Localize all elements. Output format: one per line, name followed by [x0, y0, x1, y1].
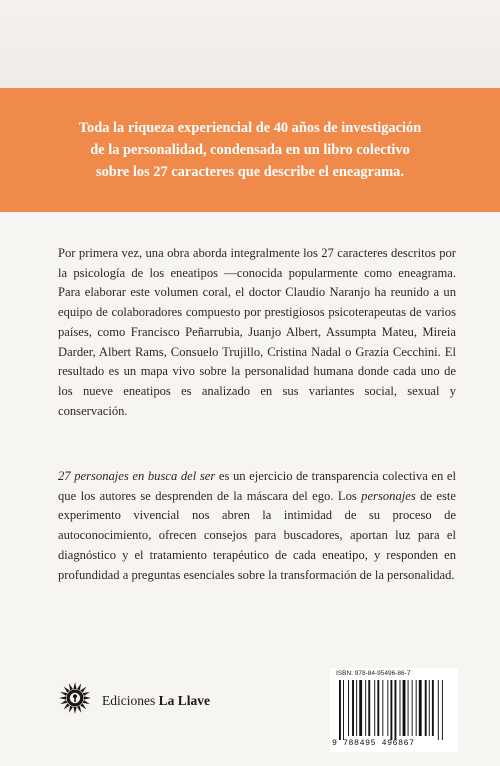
tagline-banner: [0, 88, 500, 212]
barcode-bar: [356, 680, 357, 736]
publisher-brand: La Llave: [158, 692, 211, 708]
barcode-bar: [419, 680, 422, 736]
barcode-bar: [395, 680, 397, 740]
description-paragraph-2: [58, 467, 456, 585]
barcode-bar: [412, 680, 413, 736]
barcode-bar: [400, 680, 401, 736]
barcode-bar: [382, 680, 383, 736]
barcode-bar: [387, 680, 388, 736]
barcode-bar: [359, 680, 362, 736]
tagline-line-2: de la personalidad, condensada en un libro colectivo: [90, 142, 410, 158]
top-blank-area: [0, 0, 500, 88]
personajes-word: personajes: [361, 488, 416, 503]
book-title: 27 personajes en busca del ser: [58, 469, 216, 483]
barcode-bar: [377, 680, 379, 736]
barcode-bar: [432, 680, 434, 736]
publisher-name: [102, 693, 210, 709]
barcode-bar: [403, 680, 406, 736]
barcode-bar: [365, 680, 366, 736]
publisher-prefix: Ediciones: [102, 692, 159, 708]
barcode-bar: [425, 680, 427, 736]
barcode-bar: [408, 680, 409, 736]
barcode-bar: [416, 680, 417, 736]
barcode-bar: [352, 680, 354, 736]
description-paragraph-1: Por primera vez, una obra aborda integralmente los 27 caracteres descritos por la psicología de los eneatipos —conocida popularmente como eneagrama. Para elaborar este volumen coral, el doctor Claudio Naranjo ha reunido a un equipo de colaboradores compuesto por prestigiosos psicoterapeutas de varios países, como Francisco Peñarrubia, Juanjo Albert, Assumpta Mateu, Mireia Darder, Albert Rams, Consuelo Trujillo, Cristina Nadal o Grazia Cecchini. El resultado es un mapa vivo sobre la personalidad humana donde cada uno de los nueve eneatipos es analizado en sus variantes social, sexual y conservación.: [58, 246, 456, 418]
barcode-number: 9 788495 496867: [332, 739, 415, 748]
isbn-barcode: [330, 668, 458, 752]
tagline-line-3: sobre los 27 caracteres que describe el eneagrama.: [95, 164, 404, 180]
sun-icon: [58, 681, 92, 720]
barcode-bar: [368, 680, 370, 736]
barcode-bar: [429, 680, 430, 736]
tagline-line-1: Toda la riqueza experiencial de 40 años de investigación: [78, 120, 422, 136]
barcode-bar: [374, 680, 375, 736]
publisher-block: [58, 681, 210, 720]
barcode-bar: [390, 680, 392, 740]
barcode-bar: [438, 680, 439, 740]
isbn-label: ISBN: 978-84-95496-86-7: [336, 670, 411, 677]
paragraph-2-text-a: es un ejercicio de transparencia colectiva en el que los autores se desprenden de la máscara del ego. Los: [58, 469, 457, 503]
barcode-bar: [343, 680, 344, 740]
barcode-bar: [442, 680, 443, 740]
tagline: [79, 117, 421, 183]
barcode-bar: [348, 680, 349, 736]
paragraph-2-text-b: de este experimento vivencial nos abren la intimidad de su proceso de autoconocimiento, ofrecen consejos para buscadores, aportan luz para el diagnóstico y el tratamiento terapéutico de cada eneatipo, y responden en profundidad a preguntas esenciales sobre la transformación de la personalidad.: [58, 488, 456, 582]
barcode-bar: [339, 680, 341, 740]
